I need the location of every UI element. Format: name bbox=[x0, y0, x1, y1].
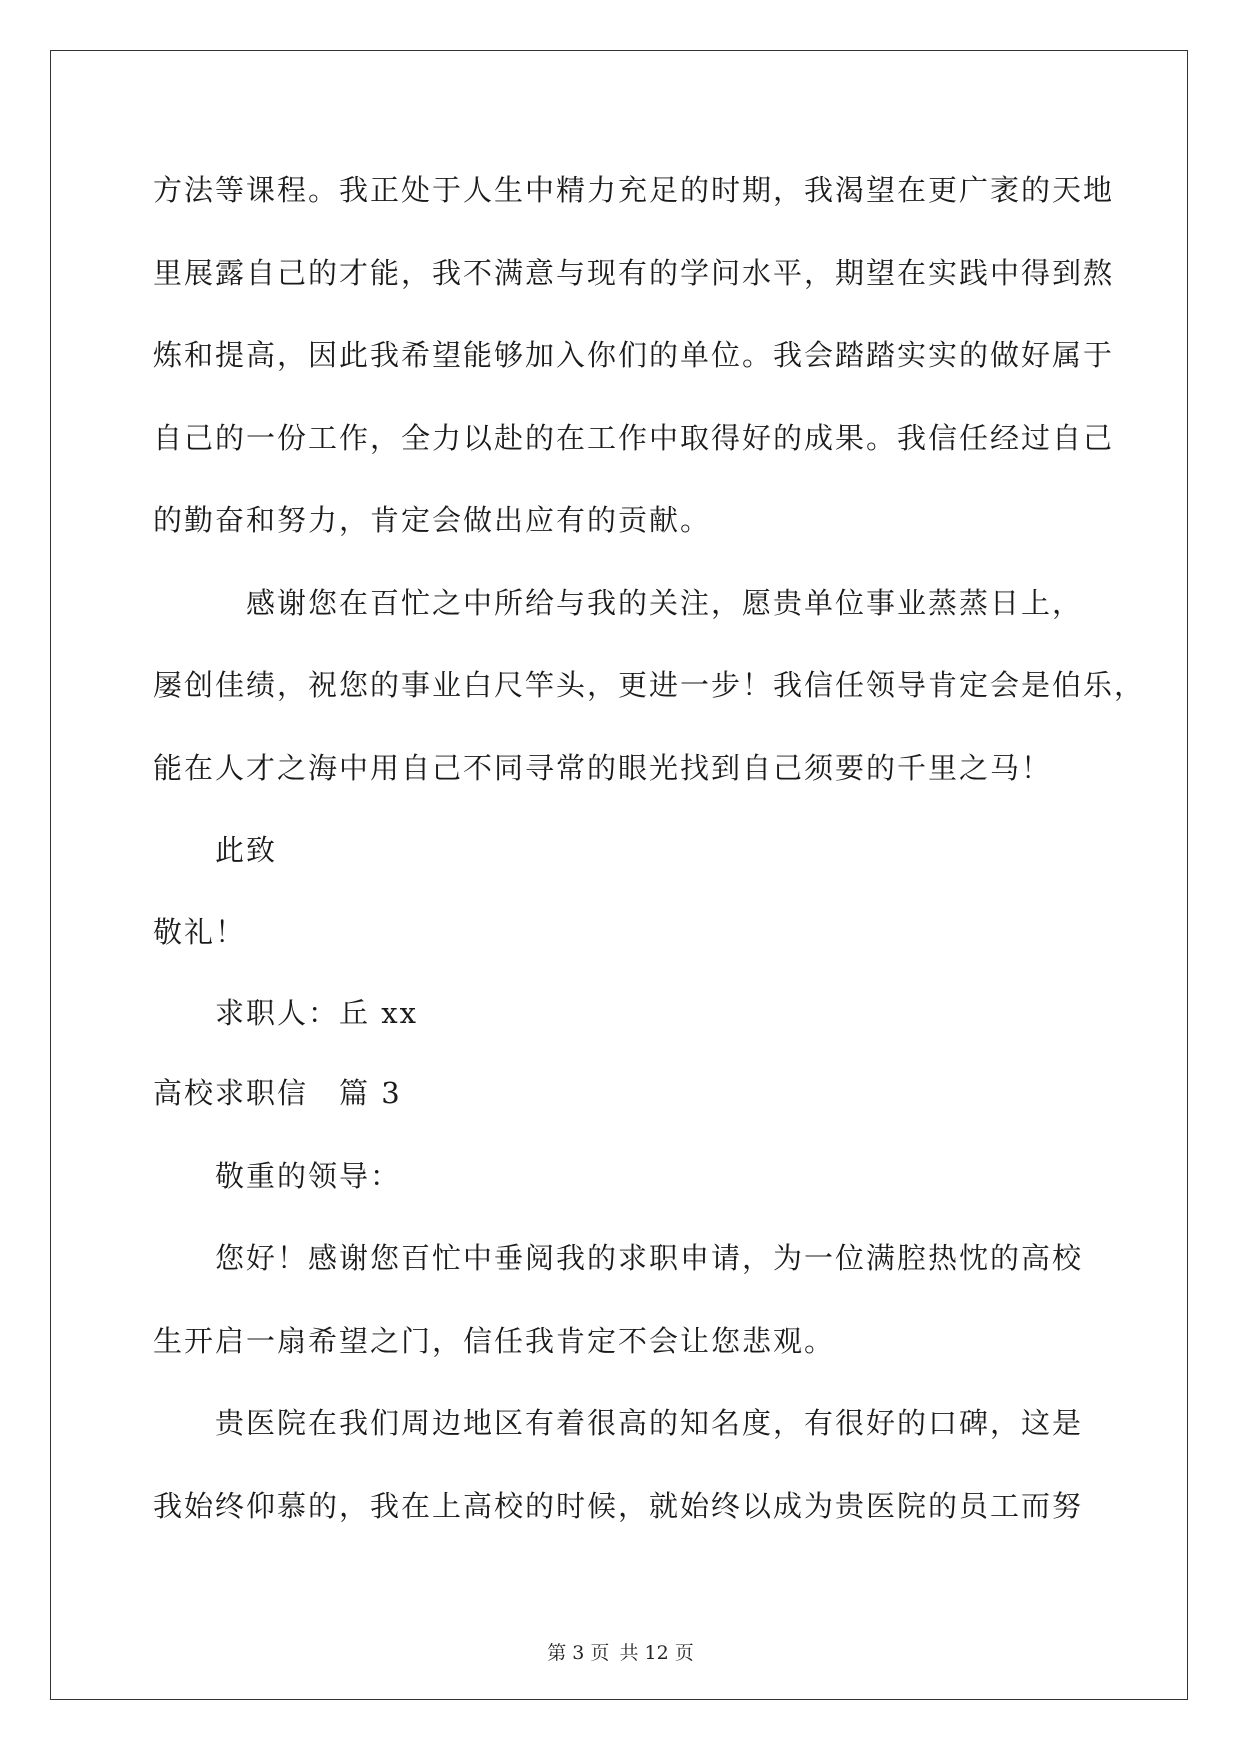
paragraph-line: 里展露自己的才能，我不满意与现有的学问水平，期望在实践中得到熬 bbox=[153, 256, 1115, 290]
letter-greeting: 敬重的领导： bbox=[153, 1159, 402, 1193]
paragraph-line: 炼和提高，因此我希望能够加入你们的单位。我会踏踏实实的做好属于 bbox=[153, 338, 1115, 372]
page-border bbox=[50, 50, 1188, 1700]
paragraph-line: 贵医院在我们周边地区有着很高的知名度，有很好的口碑，这是 bbox=[153, 1406, 1084, 1440]
paragraph-line: 的勤奋和努力，肯定会做出应有的贡献。 bbox=[153, 503, 712, 537]
page-number: 第 3 页 bbox=[547, 1642, 610, 1664]
paragraph-line: 自己的一份工作，全力以赴的在工作中取得好的成果。我信任经过自己 bbox=[153, 421, 1115, 455]
page-footer bbox=[0, 1638, 1241, 1665]
paragraph-line: 我始终仰慕的，我在上高校的时候，就始终以成为贵医院的员工而努 bbox=[153, 1489, 1084, 1523]
paragraph-line: 方法等课程。我正处于人生中精力充足的时期，我渴望在更广袤的天地 bbox=[153, 173, 1115, 207]
page-total: 共 12 页 bbox=[619, 1642, 694, 1664]
paragraph-line: 屡创佳绩，祝您的事业白尺竿头，更进一步！我信任领导肯定会是伯乐， bbox=[153, 668, 1146, 702]
closing-regards: 敬礼！ bbox=[153, 915, 247, 949]
signature-line: 求职人：丘 xx bbox=[153, 996, 418, 1030]
section-heading: 高校求职信 篇 3 bbox=[153, 1076, 402, 1110]
paragraph-line: 您好！感谢您百忙中垂阅我的求职申请，为一位满腔热忱的高校 bbox=[153, 1241, 1084, 1275]
paragraph-line: 生开启一扇希望之门，信任我肯定不会让您悲观。 bbox=[153, 1324, 836, 1358]
paragraph-line: 能在人才之海中用自己不同寻常的眼光找到自己须要的千里之马！ bbox=[153, 751, 1053, 785]
paragraph-line: 感谢您在百忙之中所给与我的关注，愿贵单位事业蒸蒸日上， bbox=[153, 586, 1084, 620]
closing-salutation: 此致 bbox=[153, 833, 278, 867]
